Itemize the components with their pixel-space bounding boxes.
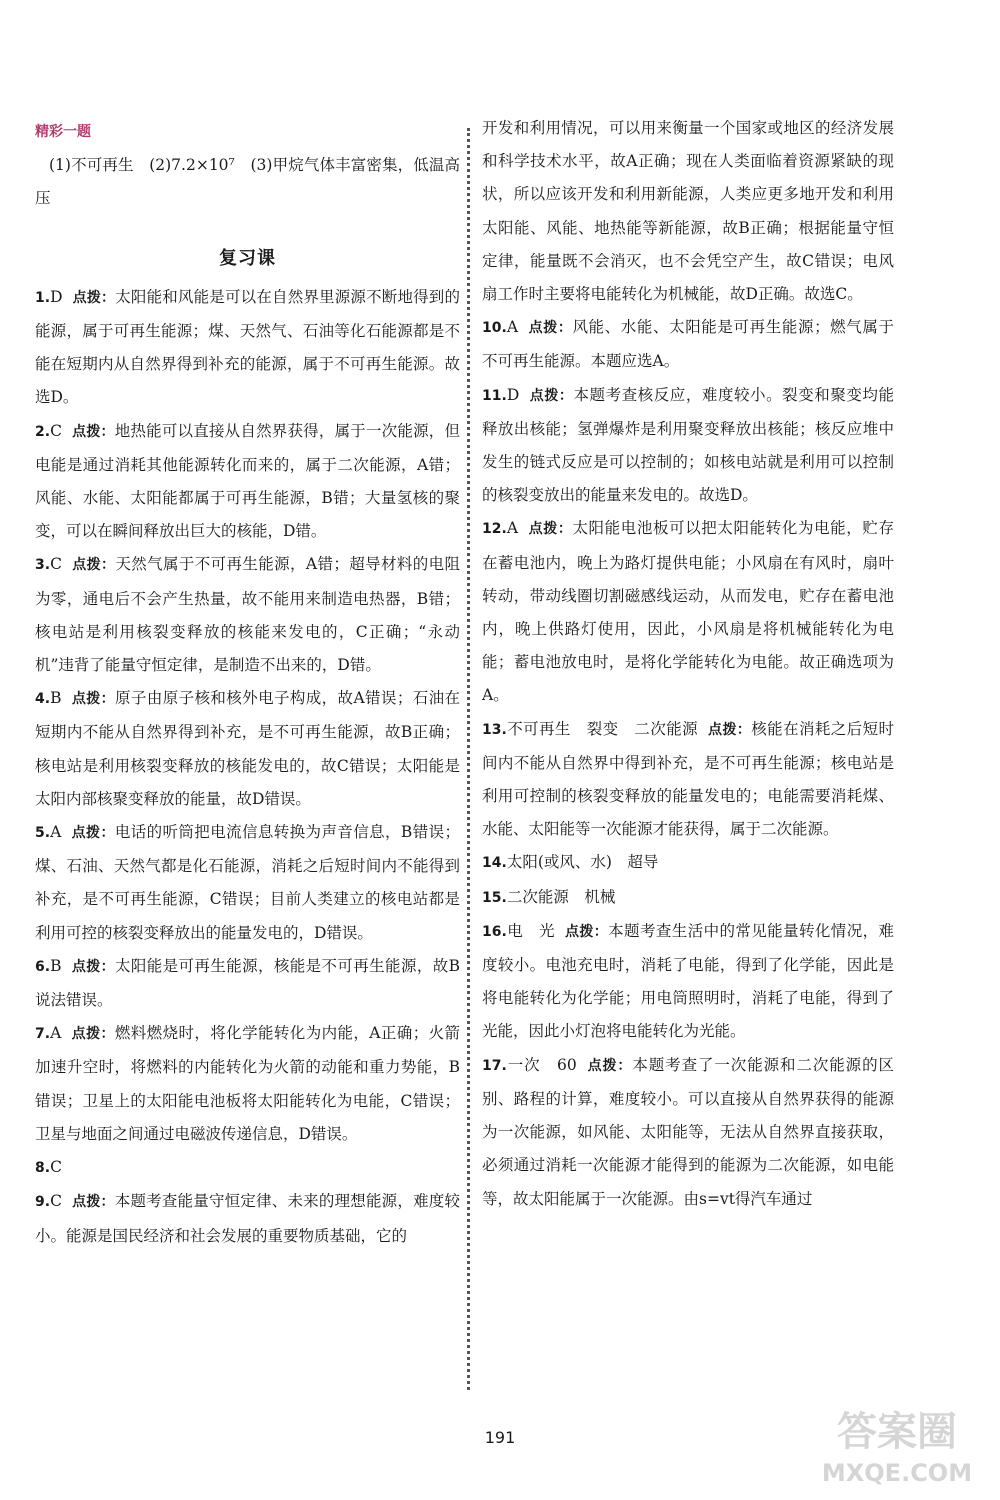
watermark-logo (802, 1397, 992, 1492)
hint-label: 点拨： (564, 923, 609, 940)
item-hint: 原子由原子核和核外电子构成，故A错误；石油在短期内不能从自然界得到补充，是不可再生能源，故B正确；核电站是利用核裂变释放的核能发电的，故C错误；太阳能是太阳内部核聚变释放的能量，故D错误。 (35, 689, 460, 808)
answer-item (35, 1017, 460, 1151)
item-number: 3. (35, 557, 51, 574)
item-answer: 太阳(或风、水) 超导 (506, 853, 659, 872)
answer-item (482, 713, 894, 847)
item-hint: 本题考查能量守恒定律、未来的理想能源，难度较小。能源是国民经济和社会发展的重要物质基础，它的 (35, 1192, 460, 1245)
answer-item (482, 311, 894, 378)
item-hint: 天然气属于不可再生能源，A错；超导材料的电阻为零，通电后不会产生热量，故不能用来制造电热器，B错；核电站是利用核裂变释放的核能来发电的，C正确；“永动机”违背了能量守恒定律，是制造不出来的，D错。 (35, 555, 460, 675)
item-answer: B (50, 956, 62, 975)
item-number: 9. (35, 1194, 51, 1211)
hint-label: 点拨： (71, 1194, 115, 1211)
section-label: 精彩一题 (35, 124, 91, 140)
item-answer: A (506, 519, 519, 538)
hint-label: 点拨： (71, 691, 116, 708)
item-answer: 不可再生 裂变 二次能源 (506, 719, 699, 738)
answer-item (482, 512, 894, 712)
item-number: 5. (35, 825, 51, 842)
item-hint: 地热能可以直接从自然界获得，属于一次能源，但电能是通过消耗其他能源转化而来的，属于二次能源，A错；风能、水能、太阳能都属于可再生能源，B错；大量氢核的聚变，可以在瞬间释放出巨大的核能，D错。 (35, 421, 460, 541)
hint-label: 点拨： (708, 721, 752, 738)
answer-item (35, 682, 460, 816)
item-answer: B (50, 689, 62, 708)
item-answer: A (50, 823, 62, 842)
item-hint: 本题考查了一次能源和二次能源的区别、路程的计算，难度较小。可以直接从自然界获得的能源为一次能源，如风能、太阳能等，无法从自然界直接获取，必须通过消耗一次能源才能得到的能源为二次能源，如电能等，故太阳能属于一次能源。由s=vt得汽车通过 (482, 1055, 894, 1208)
item-answer: C (50, 555, 62, 574)
item-answer: C (50, 421, 62, 440)
continued-text: 开发和利用情况，可以用来衡量一个国家或地区的经济发展和科学技术水平，故A正确；现在人类面临着资源紧缺的现状，所以应该开发和利用新能源，人类应更多地开发和利用太阳能、风能、地热能等新能源，故B正确；根据能量守恒定律，能量既不会消灭，也不会凭空产生，故C错误；电风扇工作时主要将电能转化为机械能，故D正确。故选C。 (482, 119, 894, 304)
item-answer: A (50, 1024, 62, 1043)
item-hint: 太阳能电池板可以把太阳能转化为电能，贮存在蓄电池内，晚上为路灯提供电能；小风扇在有风时，扇叶转动，带动线圈切割磁感线运动，从而发电，贮存在蓄电池内，晚上供路灯使用，因此，小风扇是将机械能转化为电能；蓄电池放电时，是将化学能转化为电能。故正确选项为A。 (482, 519, 894, 705)
section-answer: (1)不可再生 (2)7.2×10⁷ (3)甲烷气体丰富密集，低温高压 (35, 156, 460, 208)
hint-label: 点拨： (586, 1057, 633, 1074)
item-number: 15. (482, 889, 507, 906)
item-number: 17. (482, 1057, 507, 1074)
item-hint: 本题考查核反应，难度较小。裂变和聚变均能释放出核能；氢弹爆炸是利用聚变释放出核能；核反应堆中发生的链式反应是可以控制的；如核电站就是利用可以控制的核裂变放出的能量来发电的。故选D。 (482, 385, 894, 505)
item-answer: C (50, 1158, 62, 1177)
left-column (35, 112, 460, 1253)
item-number: 12. (482, 521, 507, 538)
answer-item (482, 846, 894, 880)
item-hint: 本题考查生活中的常见能量转化情况，难度较小。电池充电时，消耗了电能，得到了化学能，因此是将电能转化为化学能；用电筒照明时，消耗了电能，得到了光能，因此小灯泡将电能转化为光能。 (482, 921, 894, 1041)
item-answer: 二次能源 机械 (506, 887, 616, 906)
hint-label: 点拨： (528, 521, 573, 538)
item-hint: 太阳能和风能是可以在自然界里源源不断地得到的能源，属于可再生能源；煤、天然气、石油等化石能源都是不能在短期内从自然界得到补充的能源，属于不可再生能源。故选D。 (35, 287, 460, 407)
answer-item (35, 950, 460, 1017)
item-answer: 一次 60 (506, 1055, 577, 1074)
hint-label: 点拨： (71, 423, 115, 440)
hint-label: 点拨： (71, 557, 116, 574)
item-hint: 燃料燃烧时，将化学能转化为内能，A正确；火箭加速升空时，将燃料的内能转化为火箭的动能和重力势能，B错误；卫星上的太阳能电池板将太阳能转化为电能，C错误；卫星与地面之间通过电磁波传递信息，D错误。 (35, 1024, 460, 1143)
watermark-line2: MXQE.COM (821, 1459, 973, 1487)
item-number: 1. (35, 289, 51, 306)
item-number: 11. (482, 387, 507, 404)
answer-item (482, 915, 894, 1049)
answer-item (35, 281, 460, 415)
item-number: 6. (35, 958, 51, 975)
item-number: 7. (35, 1026, 51, 1043)
item-number: 4. (35, 691, 51, 708)
item-number: 16. (482, 923, 507, 940)
answer-item (35, 816, 460, 950)
item-number: 14. (482, 855, 507, 872)
item-hint: 核能在消耗之后短时间内不能从自然界中得到补充，是不可再生能源；核电站是利用可控制的核裂变释放的能量发电的；电能需要消耗煤、水能、太阳能等一次能源才能获得，属于二次能源。 (482, 719, 894, 839)
item-number: 8. (35, 1160, 51, 1177)
hint-label: 点拨： (528, 320, 573, 337)
item-hint: 风能、水能、太阳能是可再生能源；燃气属于不可再生能源。本题应选A。 (482, 318, 894, 371)
item-number: 2. (35, 423, 51, 440)
right-answer-list (482, 311, 894, 1215)
item-hint: 电话的听筒把电流信息转换为声音信息，B错误；煤、石油、天然气都是化石能源，消耗之后短时间内不能得到补充，是不可再生能源，C错误；目前人类建立的核电站都是利用可控的核裂变释放出的能量发电的，D错误。 (35, 823, 460, 942)
watermark-line1: 答案圈 (837, 1409, 957, 1455)
answer-item (482, 881, 894, 915)
hint-label: 点拨： (529, 387, 574, 404)
item-answer: D (50, 287, 63, 306)
item-answer: C (50, 1192, 62, 1211)
answer-item (482, 1049, 894, 1216)
answer-item (35, 1151, 460, 1185)
hint-label: 点拨： (72, 289, 116, 306)
column-divider (467, 128, 470, 1390)
hint-label: 点拨： (71, 1026, 115, 1043)
item-number: 10. (482, 320, 507, 337)
right-column (482, 112, 894, 1216)
page-number: 191 (484, 1428, 516, 1447)
item-answer: A (506, 318, 519, 337)
item-number: 13. (482, 721, 507, 738)
answer-item (35, 415, 460, 549)
item-answer: D (506, 385, 520, 404)
answer-item (35, 1185, 460, 1252)
item-hint: 太阳能是可再生能源，核能是不可再生能源，故B说法错误。 (35, 956, 460, 1010)
answer-item (35, 548, 460, 682)
hint-label: 点拨： (71, 958, 115, 975)
answer-item (482, 379, 894, 513)
item-answer: 电 光 (506, 921, 555, 940)
left-answer-list (35, 281, 460, 1253)
review-title: 复习课 (219, 247, 276, 269)
hint-label: 点拨： (71, 825, 115, 842)
